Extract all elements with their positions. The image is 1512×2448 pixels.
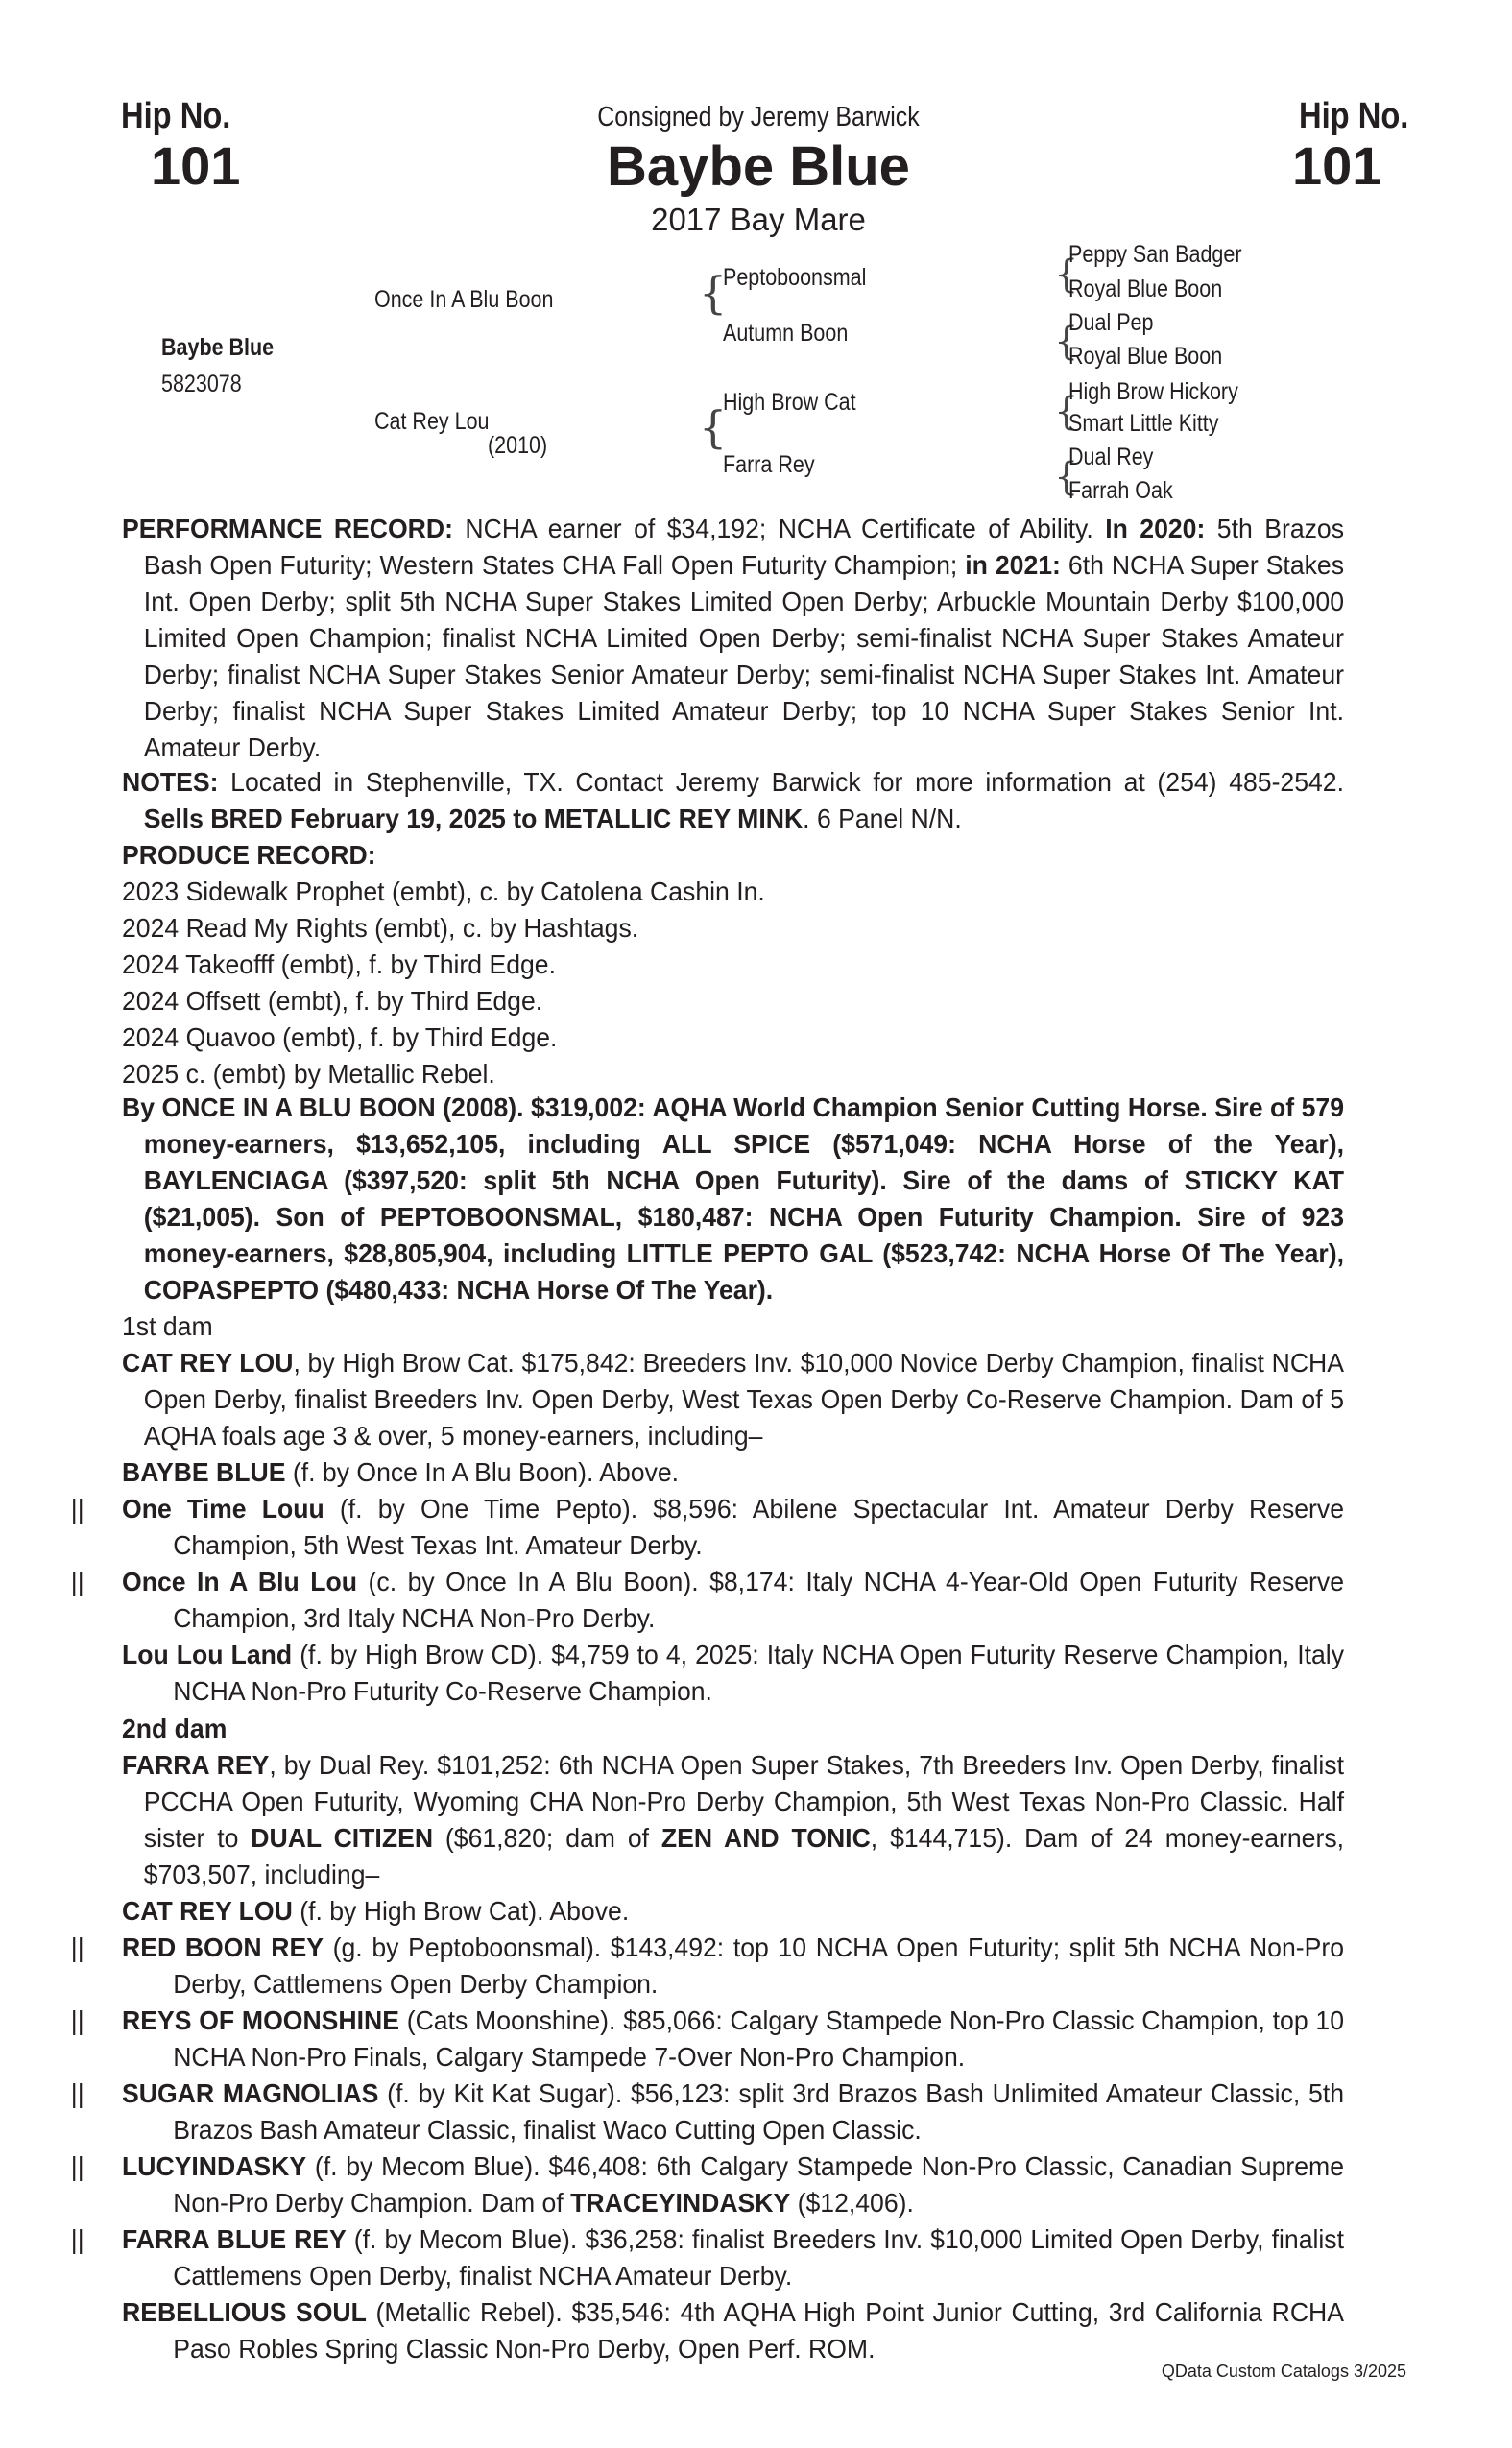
pedigree-g3: Dual Pep — [1068, 309, 1154, 336]
footer-credit: QData Custom Catalogs 3/2025 — [1161, 2362, 1406, 2381]
produce-item: 2025 c. (embt) by Metallic Rebel. — [122, 1059, 495, 1089]
hip-number-left: 101 — [151, 135, 241, 196]
performance-year-2020: In 2020: — [1105, 514, 1206, 543]
list-item: || REYS OF MOONSHINE (Cats Moonshine). $85,066: Calgary Stampede Non-Pro Classic Champion, top 10 NCHA Non-Pro Finals, Calgary Stampede 7-Over Non-Pro Champion. — [70, 2005, 1345, 2072]
horse-description: 2017 Bay Mare — [651, 202, 866, 237]
pedigree-sire: Once In A Blu Boon — [374, 286, 554, 313]
pedigree-g2: Royal Blue Boon — [1068, 276, 1223, 302]
pedigree-sire-sire: Peptoboonsmal — [723, 264, 867, 291]
list-item: CAT REY LOU (f. by High Brow Cat). Above. — [122, 1896, 630, 1926]
produce-item: 2024 Takeofff (embt), f. by Third Edge. — [122, 949, 556, 979]
produce-record — [122, 837, 1344, 1092]
pedigree-g5: High Brow Hickory — [1068, 378, 1238, 405]
hip-label-left: Hip No. — [121, 96, 231, 136]
sire-paragraph — [122, 1090, 1344, 1308]
performance-text-3: 6th NCHA Super Stakes Int. Open Derby; split 5th NCHA Super Stakes Limited Open Derby; Arbuckle Mountain Derby $100,000 Limited Open Champion; finalist NCHA Limited Open Derby; semi-finalist NCHA Super Stakes Amateur Derby; finalist NCHA Super Stakes Senior Amateur Derby; semi-finalist NCHA Super Stakes Int. Amateur Derby; finalist NCHA Super Stakes Limited Amateur Derby; top 10 NCHA Super Stakes Senior Int. Amateur Derby. — [143, 550, 1345, 762]
pedigree-dam: Cat Rey Lou — [374, 408, 490, 435]
notes-text-2: . 6 Panel N/N. — [803, 804, 962, 833]
pedigree-g4: Royal Blue Boon — [1068, 343, 1223, 370]
performance-text-2: 5th Brazos Bash Open Futurity; Western States CHA Fall Open Futurity Champion; — [143, 514, 1345, 580]
list-item: || SUGAR MAGNOLIAS (f. by Kit Kat Sugar). $56,123: split 3rd Brazos Bash Unlimited Amateur Classic, 5th Brazos Bash Amateur Classic, finalist Waco Cutting Open Classic. — [70, 2078, 1345, 2145]
pedigree-dam-dam: Farra Rey — [723, 451, 815, 478]
brace-icon: { — [1054, 455, 1079, 499]
produce-item: 2024 Offsett (embt), f. by Third Edge. — [122, 986, 543, 1016]
pedigree-sire-dam: Autumn Boon — [723, 320, 849, 347]
pedigree-g7: Dual Rey — [1068, 444, 1154, 470]
notes-label: NOTES: — [122, 767, 219, 797]
first-dam-section — [70, 1308, 1345, 1710]
list-item: || One Time Louu (f. by One Time Pepto). $8,596: Abilene Spectacular Int. Amateur Derby Reserve Champion, 5th West Texas Int. Amateur Derby. — [70, 1494, 1344, 1560]
performance-label: PERFORMANCE RECORD: — [122, 514, 453, 543]
produce-item: 2024 Quavoo (embt), f. by Third Edge. — [122, 1022, 558, 1052]
performance-text-1: NCHA earner of $34,192; NCHA Certificate of Ability. — [452, 514, 1106, 543]
pedigree-dam-sire: High Brow Cat — [723, 389, 856, 416]
brace-icon: { — [1054, 252, 1079, 297]
pedigree-g8: Farrah Oak — [1068, 477, 1173, 504]
list-item: REBELLIOUS SOUL (Metallic Rebel). $35,546: 4th AQHA High Point Junior Cutting, 3rd California RCHA Paso Robles Spring Classic Non-Pro Derby, Open Perf. ROM. — [122, 2297, 1345, 2364]
list-item: BAYBE BLUE (f. by Once In A Blu Boon). Above. — [122, 1457, 680, 1487]
horse-name: Baybe Blue — [607, 135, 910, 198]
pedigree-subject-reg: 5823078 — [161, 371, 242, 397]
consignor: Consigned by Jeremy Barwick — [597, 102, 920, 132]
produce-label: PRODUCE RECORD: — [122, 840, 376, 870]
first-dam-name: CAT REY LOU — [122, 1348, 294, 1378]
pedigree-g6: Smart Little Kitty — [1068, 410, 1219, 437]
notes-bred-info: Sells BRED February 19, 2025 to METALLIC REY MINK — [143, 804, 804, 833]
produce-item: 2024 Read My Rights (embt), c. by Hashtags. — [122, 913, 639, 943]
brace-icon: { — [699, 401, 728, 453]
sire-paragraph-text: By ONCE IN A BLU BOON (2008). $319,002: AQHA World Champion Senior Cutting Horse. Sire of 579 money-earners, $13,652,105, including ALL SPICE ($571,049: NCHA Horse of the Year), BAYLENCIAGA ($397,520: split 5th NCHA Open Futurity). Sire of the dams of STICKY KAT ($21,005). Son of PEPTOBOONSMAL, $180,487: NCHA Open Futurity Champion. Sire of 923 money-earners, $28,805,904, including LITTLE PEPTO GAL ($523,742: NCHA Horse Of The Year), COPASPEPTO ($480,433: NCHA Horse Of The Year). — [122, 1092, 1344, 1305]
list-item: || Once In A Blu Lou (c. by Once In A Blu Boon). $8,174: Italy NCHA 4-Year-Old Open Futurity Reserve Champion, 3rd Italy NCHA Non-Pro Derby. — [70, 1567, 1345, 1633]
second-dam-section: 2nd dam FARRA REY, by Dual Rey. $101,252: 6th NCHA Open Super Stakes, 7th Breeders Inv. Open Derby, finalist PCCHA Open Futurity, Wyoming CHA Non-Pro Derby Champion, 5th West Texas Non-Pro Classic. Half sister to DUAL CITIZEN ($61,820; dam of ZEN AND TONIC, $144,715). Dam of 24 money-earners, $703,507, including– CAT REY LOU (f. by High Brow Cat). Above. || RED BOON REY (g. by Peptoboonsmal). $143,492: top 10 NCHA Open Futurity; split 5th NCHA Non-Pro Derby, Cattlemens Open Derby Champion. || REYS OF MOONSHINE (Cats Moonshine). $85,066: Calgary Stampede Non-Pro Classic Champion, top 10 NCHA Non-Pro Finals, Calgary Stampede 7-Over Non-Pro Champion. || SUGAR MAGNOLIAS (f. by Kit Kat Sugar). $56,123: split 3rd Brazos Bash Unlimited Amateur Classic, 5th Brazos Bash Amateur Classic, finalist Waco Cutting Open Classic. || LUCYINDASKY (f. by Mecom Blue). $46,408: 6th Calgary Stampede Non-Pro Classic, Canadian Supreme Non-Pro Derby Champion. Dam of TRACEYINDASKY ($12,406). || FARRA BLUE REY (f. by Mecom Blue). $36,258: finalist Breeders Inv. $10,000 Limited Open Derby, finalist Cattlemens Open Derby, finalist NCHA Amateur Derby. REBELLIOUS SOUL (Metallic Rebel). $35,546: 4th AQHA High Point Junior Cutting, 3rd California RCHA Paso Robles Spring Classic Non-Pro Derby, Open Perf. ROM. — [122, 1711, 1344, 2367]
hip-label-right: Hip No. — [1299, 96, 1409, 136]
performance-record — [122, 511, 1344, 766]
notes-text-1: Located in Stephenville, TX. Contact Jeremy Barwick for more information at (254) 485-2542. — [218, 767, 1344, 797]
list-item: || FARRA BLUE REY (f. by Mecom Blue). $36,258: finalist Breeders Inv. $10,000 Limited Open Derby, finalist Cattlemens Open Derby, finalist NCHA Amateur Derby. — [70, 2224, 1344, 2291]
second-dam-heading: 2nd dam — [122, 1714, 228, 1743]
brace-icon: { — [699, 267, 728, 319]
pedigree-dam-year: (2010) — [488, 432, 548, 459]
pedigree-g1: Peppy San Badger — [1068, 241, 1242, 268]
brace-icon: { — [1054, 320, 1079, 364]
list-item: Lou Lou Land (f. by High Brow CD). $4,759 to 4, 2025: Italy NCHA Open Futurity Reserve Champion, Italy NCHA Non-Pro Futurity Co-Reserve Champion. — [122, 1640, 1345, 1706]
list-item: || RED BOON REY (g. by Peptoboonsmal). $143,492: top 10 NCHA Open Futurity; split 5th NCHA Non-Pro Derby, Cattlemens Open Derby Champion. — [70, 1932, 1344, 1999]
hip-number-right: 101 — [1292, 135, 1382, 196]
produce-item: 2023 Sidewalk Prophet (embt), c. by Catolena Cashin In. — [122, 876, 765, 906]
first-dam-text: , by High Brow Cat. $175,842: Breeders Inv. $10,000 Novice Derby Champion, finalist NCHA Open Derby, finalist Breeders Inv. Open Derby, West Texas Open Derby Co-Reserve Champion. Dam of 5 AQHA foals age 3 & over, 5 money-earners, including– — [143, 1348, 1345, 1451]
notes — [122, 764, 1344, 837]
second-dam-name: FARRA REY — [122, 1750, 270, 1780]
performance-year-2021: in 2021: — [965, 550, 1061, 580]
pedigree-subject-name: Baybe Blue — [161, 334, 275, 361]
brace-icon: { — [1054, 390, 1079, 434]
first-dam-heading: 1st dam — [122, 1311, 213, 1341]
list-item: || LUCYINDASKY (f. by Mecom Blue). $46,408: 6th Calgary Stampede Non-Pro Classic, Canadian Supreme Non-Pro Derby Champion. Dam of TRACEYINDASKY ($12,406). — [70, 2151, 1344, 2218]
